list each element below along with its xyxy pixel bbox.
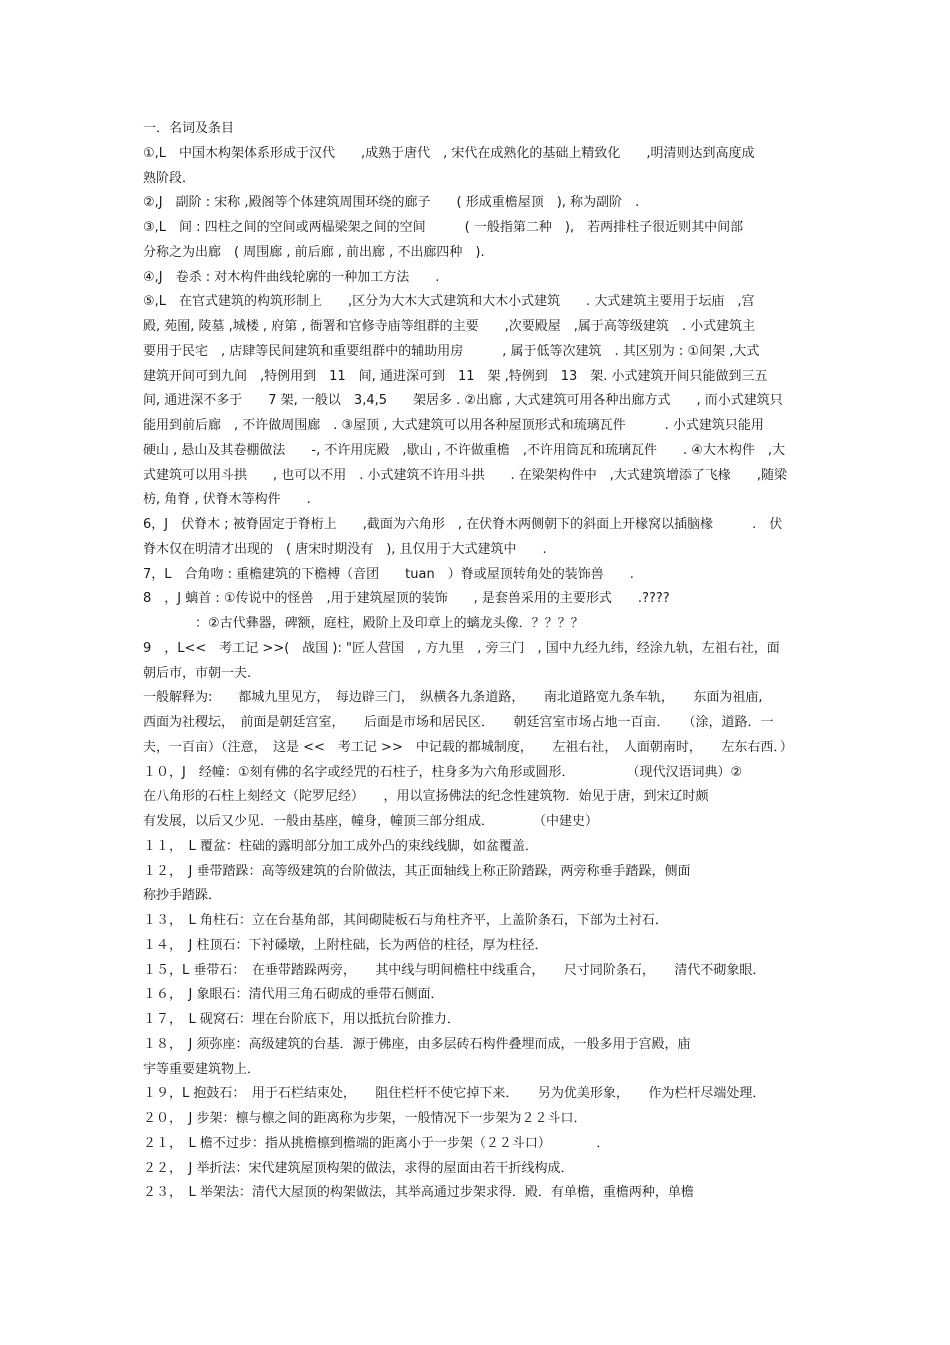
text-line: ⑤,L 在官式建筑的构筑形制上 ,区分为大木大式建筑和大木小式建筑 . 大式建筑主要用于坛庙 ,宫 (143, 294, 755, 310)
text-line: １３， L 角柱石：立在台基角部，其间砌陡板石与角柱齐平，上盖阶条石，下部为土衬石． (143, 913, 668, 928)
text-line: 间, 通进深不多于 7 架, 一般以 3,4,5 架居多 . ②出廊 , 大式建筑可用各种出廊方式 , 而小式建筑只 (143, 393, 783, 409)
text-line: １０，J 经幢：①刻有佛的名字或经咒的石柱子，柱身多为六角形或圆形． （现代汉语词典）② (143, 764, 743, 780)
text-line: １８， J 须弥座：高级建筑的台基．源于佛座，由多层砖石构件叠埋而成，一般多用于宫殿，庙 (143, 1036, 691, 1052)
text-line: 熟阶段． (143, 170, 196, 186)
text-line: １９，L 抱鼓石： 用于石栏结束处， 阻住栏杆不使它掉下来． 另为优美形象， 作为栏杆尽端处理． (143, 1086, 766, 1102)
text-line: ２１， L 檐不过步：指从挑檐檩到檐端的距离小于一步架（２２斗口） ． (143, 1135, 610, 1151)
text-line: 硬山 , 悬山及其卷棚做法 -, 不许用庑殿 ,歇山 , 不许做重檐 ,不许用筒瓦和琉璃瓦件 . ④大木构件 ,大 (143, 442, 786, 458)
text-line: 6，J 伏脊木 ; 被脊固定于脊桁上 ,截面为六角形 , 在伏脊木两侧朝下的斜面上开椽窝以插脑椽 . 伏 (143, 517, 783, 532)
text-line: ④,J 卷杀 : 对木构件曲线轮廓的一种加工方法 . (143, 269, 440, 285)
text-line: 殿, 苑囿, 陵墓 ,城楼 , 府第 , 衙署和官修寺庙等组群的主要 ,次要殿屋 ,属于高等级建筑 . 小式建筑主 (143, 319, 756, 334)
text-line: ：②古代彝器，碑额，庭柱，殿阶上及印章上的螭龙头像．？？？？ (143, 616, 584, 631)
text-line: 夫，一百亩）（注意， 这是 << 考工记 >> 中记载的都城制度， 左祖右社， 人面朝南时， 左东右西．） (143, 739, 793, 755)
text-line: １７， L 砚窝石：埋在台阶底下，用以抵抗台阶推力． (143, 1012, 460, 1027)
text-line: 西面为社稷坛， 前面是朝廷宫室， 后面是市场和居民区． 朝廷宫室市场占地一百亩． （涂，道路．一 (143, 715, 774, 730)
text-line: １２， J 垂带踏跺：高等级建筑的台阶做法，其正面轴线上称正阶踏跺，两旁称垂手踏跺，侧面 (143, 863, 691, 879)
text-line: ２２， J 举折法：宋代建筑屋顶构架的做法，求得的屋面由若干折线构成． (143, 1160, 574, 1176)
text-line: 脊木仅在明清才出现的 ( 唐宋时期没有 ), 且仅用于大式建筑中 . (143, 541, 547, 557)
text-line: １６， J 象眼石：清代用三角石砌成的垂带石侧面． (143, 987, 444, 1003)
text-line: 有发展，以后又少见．一般由基座，幢身，幢顶三部分组成． （中建史） (143, 814, 599, 829)
text-line: 9 ，L<< 考工记 >>( 战国 ): "匠人营国 , 方九里 , 旁三门 , 国中九经九纬，经涂九轨，左祖右社，面 (143, 640, 780, 656)
text-line: 宇等重要建筑物上． (143, 1061, 261, 1077)
text-line: ②,J 副阶 : 宋称 ,殿阁等个体建筑周围环绕的廊子 ( 形成重檐屋顶 ), 称为副阶 . (143, 195, 640, 211)
text-line: 要用于民宅 , 店肆等民间建筑和重要组群中的辅助用房 , 属于低等次建筑 . 其区别为 : ①间架 ,大式 (143, 343, 760, 359)
text-line: 一般解释为: 都城九里见方， 每边辟三门， 纵横各九条道路， 南北道路宽九条车轨， 东面为祖庙, (143, 690, 763, 706)
section-heading: 一．名词及条目 (143, 121, 235, 136)
text-line: 在八角形的石柱上刻经文（陀罗尼经） ，用以宣扬佛法的纪念性建筑物．始见于唐，到宋辽时颇 (143, 789, 709, 805)
text-line: 建筑开间可到九间 ,特例用到 11 间, 通进深可到 11 架 ,特例到 13 架. 小式建筑开间只能做到三五 (143, 368, 768, 384)
text-line: １５，L 垂带石： 在垂带踏跺两旁， 其中线与明间檐柱中线重合， 尺寸同阶条石， 清代不砌象眼． (143, 962, 766, 978)
text-line: ２０， J 步架：檩与檩之间的距离称为步架，一般情况下一步架为２２斗口． (143, 1111, 587, 1126)
text-line: ２３， L 举架法：清代大屋顶的构架做法，其举高通过步架求得．殿．有单檐，重檐两种，单檐 (143, 1185, 694, 1201)
text-line: 8 ，J 螭首 : ①传说中的怪兽 ,用于建筑屋顶的装饰 , 是套兽采用的主要形式 .???? (143, 591, 670, 607)
text-line: 能用到前后廊 , 不许做周围廊 . ③屋顶 , 大式建筑可以用各种屋顶形式和琉璃瓦件 . 小式建筑只能用 (143, 418, 764, 433)
text-line: １４， J 柱顶石：下衬磉墩，上附柱础，长为两倍的柱径，厚为柱径． (143, 937, 548, 953)
document-page (143, 117, 813, 1206)
text-line: 称抄手踏跺． (143, 888, 222, 904)
text-line: 朝后市，市朝一夫. (143, 665, 252, 681)
text-line: １１， L 覆盆：柱础的露明部分加工成外凸的束线线脚，如盆覆盖． (143, 838, 538, 854)
text-line: 分称之为出廊 ( 周围廊 , 前后廊 , 前出廊 , 不出廊四种 ). (143, 244, 485, 260)
text-line: 枋, 角脊 , 伏脊木等构件 . (143, 492, 311, 508)
text-line: ③,L 间 : 四柱之间的空间或两榀梁架之间的空间 ( 一般指第二种 ), 若两排柱子很近则其中间部 (143, 220, 744, 235)
text-line: 式建筑可以用斗拱 , 也可以不用 . 小式建筑不许用斗拱 . 在梁架构件中 ,大式建筑增添了飞椽 ,随梁 (143, 467, 788, 483)
text-line: ①,L 中国木构架体系形成于汉代 ,成熟于唐代 , 宋代在成熟化的基础上精致化 ,明清则达到高度成 (143, 145, 755, 161)
text-line: 7，L 合角吻 : 重檐建筑的下檐榑（音团 tuan ）脊或屋顶转角处的装饰兽 . (143, 566, 634, 582)
